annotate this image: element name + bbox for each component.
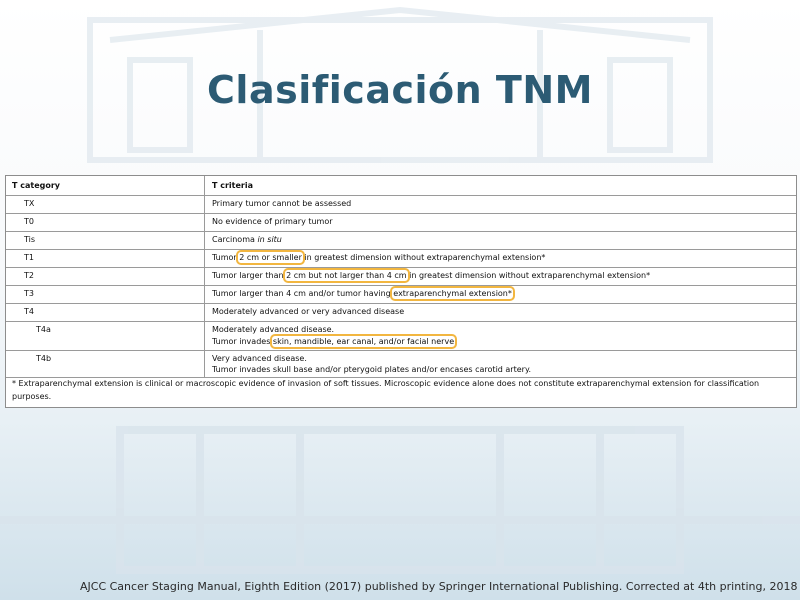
category-label: T4b <box>36 354 52 363</box>
criteria-plain: Carcinoma <box>212 235 258 244</box>
criteria-pre: Tumor larger than 4 cm and/or tumor having <box>212 289 394 298</box>
category-cell <box>6 213 205 231</box>
criteria-pre: Tumor <box>212 253 240 262</box>
criteria-line-2: Tumor invades skull base and/or pterygoid plates and/or encases carotid artery. <box>212 365 532 374</box>
category-label: T1 <box>24 253 34 262</box>
criteria-line-1: Very advanced disease. <box>212 354 307 363</box>
criteria-italic: in situ <box>257 235 282 244</box>
category-cell <box>6 249 205 267</box>
category-cell <box>6 285 205 303</box>
criteria-post: in greatest dimension without extraparenchymal extension* <box>301 253 546 262</box>
category-label: T4 <box>24 307 34 316</box>
table-footnote: * Extraparenchymal extension is clinical or macroscopic evidence of invasion of soft tissues. Microscopic evidence alone does not constitute extraparenchymal extension for classification purposes. <box>12 379 760 401</box>
criteria-text: Primary tumor cannot be assessed <box>212 199 352 208</box>
criteria-pre: Tumor larger than <box>212 271 287 280</box>
highlighted-phrase: skin, mandible, ear canal, and/or facial nerve <box>272 337 455 346</box>
header-category: T category <box>12 181 61 190</box>
highlighted-phrase: extraparenchymal extension* <box>393 289 512 298</box>
table-row <box>6 321 796 351</box>
highlighted-phrase: 2 cm but not larger than 4 cm <box>286 271 407 280</box>
category-label: T0 <box>24 217 34 226</box>
category-cell <box>6 195 205 213</box>
table-row <box>6 267 796 286</box>
tnm-table <box>5 175 797 408</box>
table-row <box>6 231 796 250</box>
source-citation: AJCC Cancer Staging Manual, Eighth Edition (2017) published by Springer International Publishing. Corrected at 4th printing, 2018 <box>80 580 798 593</box>
table-row <box>6 213 796 232</box>
category-label: T4a <box>36 325 51 334</box>
category-label: TX <box>24 199 35 208</box>
header-criteria: T criteria <box>212 181 254 190</box>
criteria-line-1: Moderately advanced disease. <box>212 325 335 334</box>
table-row <box>6 195 796 214</box>
criteria-text <box>212 271 650 280</box>
criteria-line-2 <box>212 337 454 346</box>
category-label: T2 <box>24 271 34 280</box>
table-header-row <box>6 176 796 196</box>
criteria-text <box>212 289 512 298</box>
criteria-text <box>212 235 282 244</box>
table-row <box>6 249 796 268</box>
table-row <box>6 285 796 304</box>
criteria-pre: Tumor invades <box>212 337 273 346</box>
category-label: T3 <box>24 289 34 298</box>
criteria-text <box>212 253 545 262</box>
slide-title: Clasificación TNM <box>207 68 593 112</box>
category-cell <box>6 267 205 285</box>
category-cell <box>6 350 205 377</box>
table-row <box>6 350 796 378</box>
category-cell <box>6 231 205 249</box>
category-cell <box>6 303 205 321</box>
criteria-text: Moderately advanced or very advanced disease <box>212 307 405 316</box>
criteria-text: No evidence of primary tumor <box>212 217 333 226</box>
category-label: Tis <box>24 235 36 244</box>
table-row <box>6 303 796 322</box>
header-category-cell <box>6 176 205 195</box>
category-cell <box>6 321 205 350</box>
highlighted-phrase: 2 cm or smaller <box>239 253 302 262</box>
criteria-post: in greatest dimension without extraparenchymal extension* <box>406 271 651 280</box>
